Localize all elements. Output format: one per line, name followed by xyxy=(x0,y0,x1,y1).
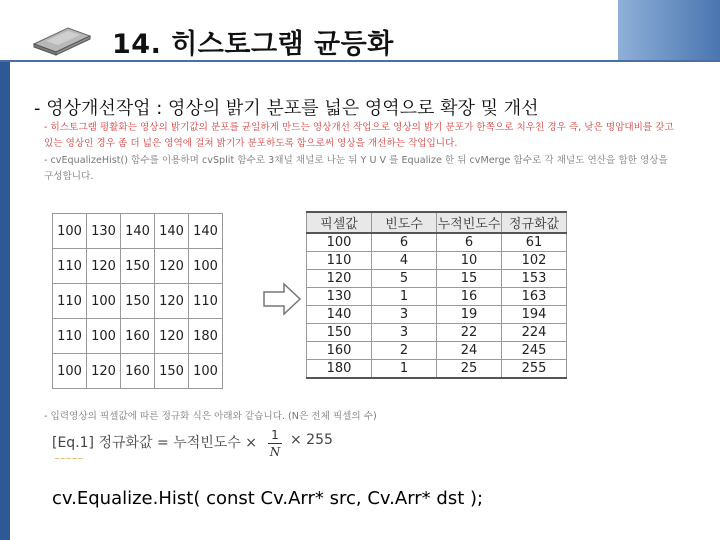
table-row xyxy=(53,249,223,284)
code-signature: cv.Equalize.Hist( const Cv.Arr* src, Cv.Arr* dst ); xyxy=(52,488,484,509)
table-row xyxy=(307,233,567,252)
table-cell: 102 xyxy=(502,252,567,270)
table-cell: 120 xyxy=(87,249,121,284)
equation-suffix: × 255 xyxy=(290,432,333,448)
table-cell: 1 xyxy=(372,288,437,306)
table-row xyxy=(307,306,567,324)
table-cell: 224 xyxy=(502,324,567,342)
table-cell: 61 xyxy=(502,233,567,252)
header-gradient xyxy=(618,0,720,60)
table-cell: 150 xyxy=(307,324,372,342)
table-cell: 19 xyxy=(437,306,502,324)
table-row xyxy=(307,324,567,342)
table-cell: 120 xyxy=(87,354,121,389)
table-cell: 100 xyxy=(87,319,121,354)
formula-note: - 입력영상의 픽셀값에 따른 정규화 식은 아래와 같습니다. (N은 전체 픽셀의 수) xyxy=(44,411,377,422)
table-cell: 120 xyxy=(307,270,372,288)
table-cell: 140 xyxy=(121,214,155,249)
table-cell: 100 xyxy=(53,214,87,249)
table-row xyxy=(53,319,223,354)
table-cell: 180 xyxy=(307,360,372,379)
table-cell: 110 xyxy=(189,284,223,319)
table-cell: 110 xyxy=(53,284,87,319)
table-cell: 22 xyxy=(437,324,502,342)
table-cell: 153 xyxy=(502,270,567,288)
table-cell: 150 xyxy=(121,249,155,284)
table-cell: 140 xyxy=(307,306,372,324)
table-row xyxy=(307,288,567,306)
gray-box-icon xyxy=(30,26,94,56)
fraction-numerator: 1 xyxy=(271,428,279,442)
table-cell: 3 xyxy=(372,306,437,324)
page-title: 14. 히스토그램 균등화 xyxy=(112,29,394,60)
table-cell: 163 xyxy=(502,288,567,306)
table-cell: 1 xyxy=(372,360,437,379)
table-cell: 130 xyxy=(307,288,372,306)
table-cell: 3 xyxy=(372,324,437,342)
table-cell: 120 xyxy=(155,249,189,284)
description-red: - 히스토그램 평활화는 영상의 밝기값의 분포를 균일하게 만드는 영상개선 작업으로 영상의 밝기 분포가 한쪽으로 치우친 경우 즉, 낮은 명암대비를 갖고 있는 영상인 경우 좀 더 넓은 영역에 걸쳐 밝기가 분포하도록 함으로써 영상을 개선하는 작업입니다. xyxy=(44,122,674,149)
fraction-denominator: N xyxy=(269,445,281,459)
table-row xyxy=(307,270,567,288)
table-row xyxy=(53,284,223,319)
table-cell: 120 xyxy=(155,284,189,319)
table-cell: 140 xyxy=(189,214,223,249)
table-cell: 160 xyxy=(121,319,155,354)
table-cell: 5 xyxy=(372,270,437,288)
table-cell: 6 xyxy=(372,233,437,252)
table-cell: 150 xyxy=(155,354,189,389)
table-cell: 25 xyxy=(437,360,502,379)
table-row xyxy=(307,252,567,270)
table-cell: 140 xyxy=(155,214,189,249)
table-cell: 255 xyxy=(502,360,567,379)
table-cell: 100 xyxy=(189,249,223,284)
table-row xyxy=(53,354,223,389)
table-cell: 100 xyxy=(189,354,223,389)
table-cell: 150 xyxy=(121,284,155,319)
table-cell: 10 xyxy=(437,252,502,270)
table-header-row xyxy=(307,212,567,233)
column-header: 픽셀값 xyxy=(307,212,372,233)
table-cell: 100 xyxy=(307,233,372,252)
table-cell: 100 xyxy=(87,284,121,319)
table-cell: 194 xyxy=(502,306,567,324)
subtitle: - 영상개선작업 : 영상의 밝기 분포를 넓은 영역으로 확장 및 개선 xyxy=(34,98,539,119)
column-header: 빈도수 xyxy=(372,212,437,233)
table-cell: 245 xyxy=(502,342,567,360)
left-accent-bar xyxy=(0,62,10,540)
table-cell: 2 xyxy=(372,342,437,360)
table-cell: 24 xyxy=(437,342,502,360)
table-cell: 180 xyxy=(189,319,223,354)
table-cell: 160 xyxy=(121,354,155,389)
table-row xyxy=(307,360,567,379)
table-cell: 15 xyxy=(437,270,502,288)
table-cell: 110 xyxy=(53,319,87,354)
equation-underline-mark: ~~~~~ xyxy=(54,455,84,463)
table-cell: 110 xyxy=(53,249,87,284)
column-header: 정규화값 xyxy=(502,212,567,233)
histogram-table xyxy=(306,211,567,379)
table-cell: 130 xyxy=(87,214,121,249)
table-row xyxy=(307,342,567,360)
table-cell: 160 xyxy=(307,342,372,360)
table-row xyxy=(53,214,223,249)
column-header: 누적빈도수 xyxy=(437,212,502,233)
table-cell: 16 xyxy=(437,288,502,306)
table-cell: 4 xyxy=(372,252,437,270)
equation-fraction xyxy=(268,428,282,459)
table-cell: 120 xyxy=(155,319,189,354)
table-cell: 100 xyxy=(53,354,87,389)
equation-prefix: [Eq.1] 정규화값 = 누적빈도수 × xyxy=(52,435,257,451)
table-cell: 6 xyxy=(437,233,502,252)
input-pixel-table xyxy=(52,213,223,389)
description-gray: - cvEqualizeHist() 함수를 이용하며 cvSplit 함수로 3채널 채널로 나눈 뒤 Y U V 를 Equalize 한 뒤 cvMerge 함수로 각 채널도 연산을 합한 영상을 구성합니다. xyxy=(44,155,668,182)
table-cell: 110 xyxy=(307,252,372,270)
right-arrow-icon xyxy=(262,282,302,316)
